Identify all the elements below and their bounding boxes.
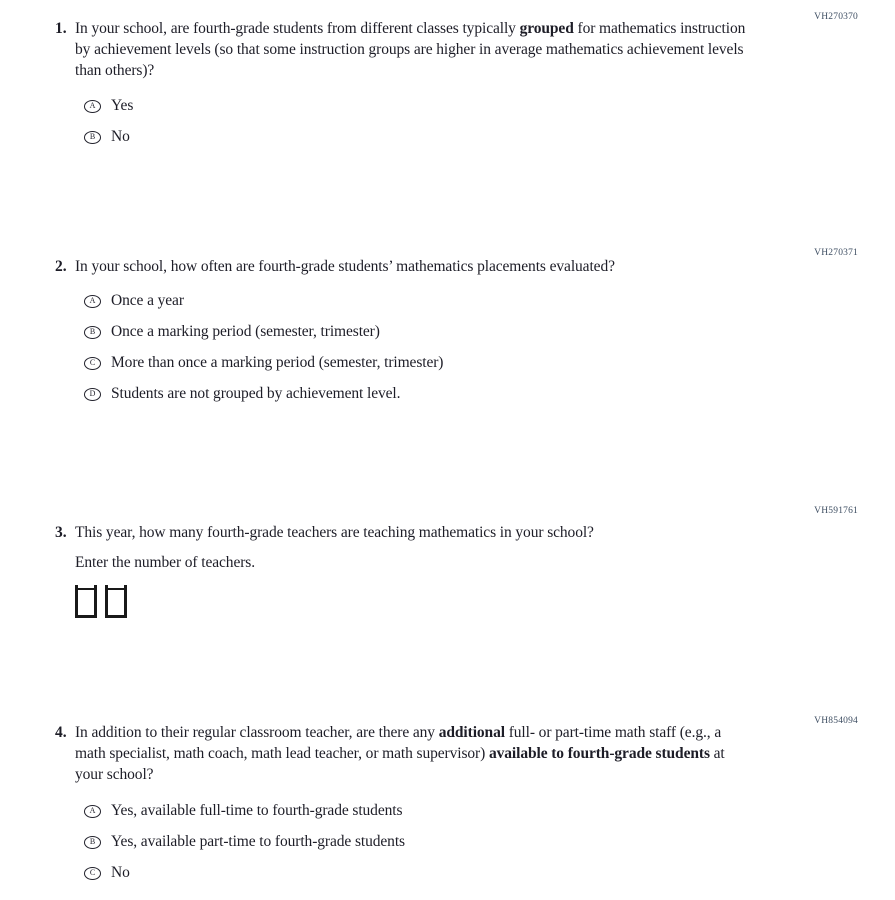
radio-bubble-b-icon[interactable]: B [84, 836, 101, 849]
question-4-option-a[interactable] [84, 801, 405, 821]
option-label: Once a year [111, 292, 184, 309]
question-4-code: VH854094 [814, 716, 858, 726]
question-2-option-d[interactable] [84, 384, 443, 404]
question-2-option-b[interactable] [84, 322, 443, 342]
question-4-option-b[interactable] [84, 832, 405, 852]
question-1-option-a[interactable] [84, 96, 133, 116]
question-2-number: 2. [55, 258, 67, 275]
question-4-options [84, 801, 405, 883]
question-1-options [84, 96, 133, 147]
radio-bubble-a-icon[interactable]: A [84, 100, 101, 113]
question-1-text [75, 18, 750, 81]
question-2 [55, 256, 750, 277]
question-text-segment-bold: grouped [519, 20, 574, 37]
question-1 [55, 18, 750, 81]
radio-bubble-a-icon[interactable]: A [84, 805, 101, 818]
option-label: Once a marking period (semester, trimester) [111, 323, 380, 340]
question-1-number: 1. [55, 20, 67, 37]
radio-bubble-d-icon[interactable]: D [84, 388, 101, 401]
question-3-number: 3. [55, 524, 67, 541]
question-1-code: VH270370 [814, 12, 858, 22]
option-label: More than once a marking period (semester, trimester) [111, 354, 444, 371]
question-3-text [75, 522, 750, 543]
question-4-option-c[interactable] [84, 863, 405, 883]
question-text-segment: In your school, how often are fourth-grade students’ mathematics placements evaluated? [75, 258, 615, 275]
question-3-code: VH591761 [814, 506, 858, 516]
radio-bubble-c-icon[interactable]: C [84, 357, 101, 370]
radio-bubble-b-icon[interactable]: B [84, 131, 101, 144]
option-label: Yes, available full-time to fourth-grade students [111, 802, 403, 819]
radio-bubble-c-icon[interactable]: C [84, 867, 101, 880]
option-label: Yes, available part-time to fourth-grade students [111, 833, 405, 850]
question-2-options [84, 291, 443, 404]
question-3 [55, 522, 750, 543]
question-text-segment: for mathematics instruction by achievement levels (so that some instruction groups are higher in average mathematics achievement levels than others)? [75, 20, 746, 79]
teacher-count-entry [75, 585, 127, 618]
question-2-option-c[interactable] [84, 353, 443, 373]
radio-bubble-a-icon[interactable]: A [84, 295, 101, 308]
question-text-segment: This year, how many fourth-grade teachers are teaching mathematics in your school? [75, 524, 594, 541]
option-label: No [111, 128, 130, 145]
option-label: No [111, 864, 130, 881]
option-label: Students are not grouped by achievement level. [111, 385, 401, 402]
question-text-segment-bold: additional [438, 724, 505, 741]
question-4-text [75, 722, 750, 785]
question-2-option-a[interactable] [84, 291, 443, 311]
question-4 [55, 722, 750, 785]
question-4-number: 4. [55, 724, 67, 741]
question-text-segment: at your school? [75, 745, 725, 783]
question-text-segment: In addition to their regular classroom teacher, are there any [75, 724, 439, 741]
question-text-segment: full- or part-time math staff (e.g., a math specialist, math coach, math lead teacher, or math supervisor) [75, 724, 722, 762]
enter-number-instruction: Enter the number of teachers. [75, 554, 256, 571]
question-2-text [75, 256, 750, 277]
option-label: Yes [111, 97, 134, 114]
answer-box-tens[interactable] [75, 585, 97, 618]
question-1-option-b[interactable] [84, 127, 133, 147]
radio-bubble-b-icon[interactable]: B [84, 326, 101, 339]
question-text-segment-bold: available to fourth-grade students [488, 745, 710, 762]
question-2-code: VH270371 [814, 248, 858, 258]
question-text-segment: In your school, are fourth-grade students from different classes typically [75, 20, 520, 37]
answer-box-ones[interactable] [105, 585, 127, 618]
